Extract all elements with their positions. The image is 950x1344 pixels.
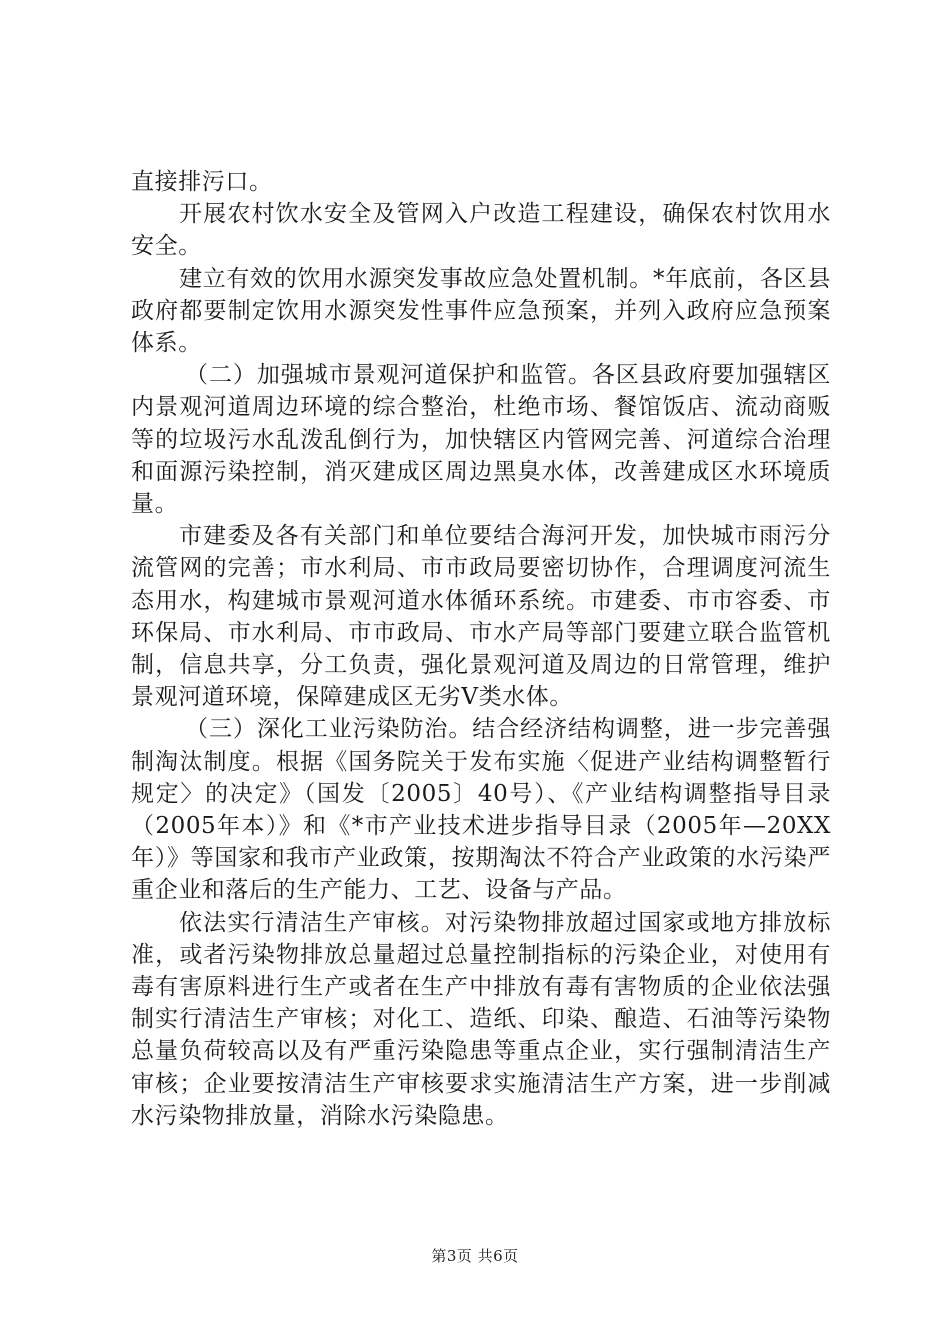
paragraph-construction-committee: 市建委及各有关部门和单位要结合海河开发，加快城市雨污分流管网的完善；市水利局、市市政局要密切协作，合理调度河流生态用水，构建城市景观河道水体循环系统。市建委、市市容委、市环保局、市水利局、市市政局、市水产局等部门要建立联合监管机制，信息共享，分工负责，强化景观河道及周边的日常管理，维护景观河道环境，保障建成区无劣Ⅴ类水体。 bbox=[131, 523, 831, 711]
page-number-footer: 第3页 共6页 bbox=[431, 1247, 519, 1265]
document-body bbox=[131, 166, 831, 1132]
paragraph-emergency-mechanism: 建立有效的饮用水源突发事故应急处置机制。*年底前，各区县政府都要制定饮用水源突发性事件应急预案，并列入政府应急预案体系。 bbox=[131, 265, 831, 357]
paragraph-rural-water: 开展农村饮水安全及管网入户改造工程建设，确保农村饮用水安全。 bbox=[131, 201, 831, 260]
paragraph-section-two: （二）加强城市景观河道保护和监管。各区县政府要加强辖区内景观河道周边环境的综合整治，杜绝市场、餐馆饭店、流动商贩等的垃圾污水乱泼乱倒行为，加快辖区内管网完善、河道综合治理和面源污染控制，消灭建成区周边黑臭水体，改善建成区水环境质量。 bbox=[131, 362, 831, 518]
paragraph-continuation: 直接排污口。 bbox=[131, 169, 273, 195]
paragraph-section-three: （三）深化工业污染防治。结合经济结构调整，进一步完善强制淘汰制度。根据《国务院关于发布实施〈促进产业结构调整暂行规定〉的决定》（国发〔2005〕40号）、《产业结构调整指导目录（2005年本）》和《*市产业技术进步指导目录（2005年—20XX年）》等国家和我市产业政策，按期淘汰不符合产业政策的水污染严重企业和落后的生产能力、工艺、设备与产品。 bbox=[131, 716, 831, 904]
paragraph-clean-production: 依法实行清洁生产审核。对污染物排放超过国家或地方排放标准，或者污染物排放总量超过总量控制指标的污染企业，对使用有毒有害原料进行生产或者在生产中排放有毒有害物质的企业依法强制实行清洁生产审核；对化工、造纸、印染、酿造、石油等污染物总量负荷较高以及有严重污染隐患等重点企业，实行强制清洁生产审核；企业要按清洁生产审核要求实施清洁生产方案，进一步削减水污染物排放量，消除水污染隐患。 bbox=[131, 909, 831, 1129]
